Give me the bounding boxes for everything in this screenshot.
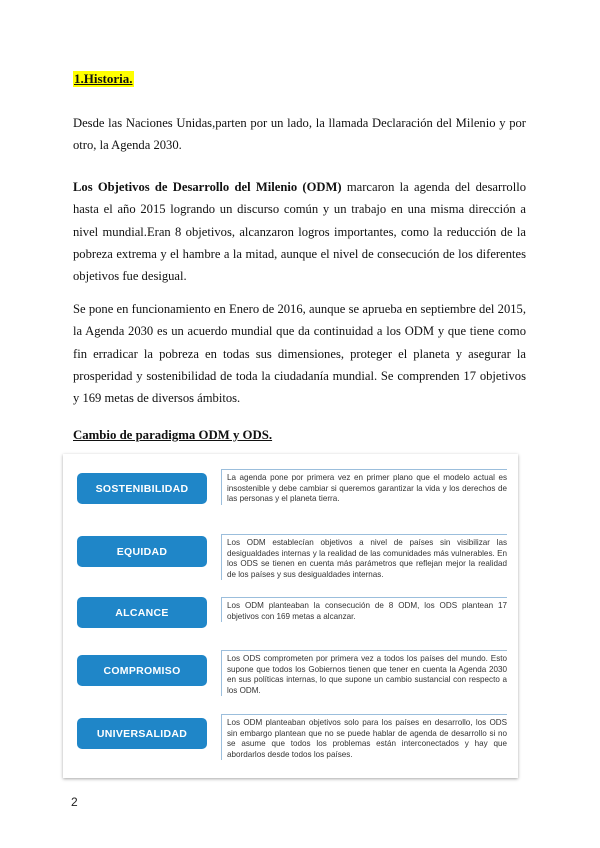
subheading-paradigm: Cambio de paradigma ODM y ODS. xyxy=(73,428,273,442)
desc-equidad: Los ODM establecían objetivos a nivel de países sin visibilizar las desigualdades internas y la realidad de las comunidades más vulnerables. En los ODS se tienen en cuenta más parámetros que reflejan mejor la realidad de los países y sus desigualdades internas. xyxy=(221,534,507,580)
paragraph-odm-bold: Los Objetivos de Desarrollo del Milenio (ODM) xyxy=(73,180,342,194)
paradigm-figure xyxy=(63,454,518,778)
pill-equidad: EQUIDAD xyxy=(77,536,207,567)
desc-alcance: Los ODM planteaban la consecución de 8 ODM, los ODS plantean 17 objetivos con 169 metas a alcanzar. xyxy=(221,597,507,622)
desc-sostenibilidad: La agenda pone por primera vez en primer plano que el modelo actual es insostenible y debe cambiar si queremos garantizar la vida y los derechos de las personas y el planeta tierra. xyxy=(221,469,507,505)
pill-compromiso: COMPROMISO xyxy=(77,655,207,686)
desc-compromiso: Los ODS comprometen por primera vez a todos los países del mundo. Esto supone que todos los Gobiernos tienen que tener en cuenta la Agenda 2030 en sus políticas internas, lo que supone un cambio sustancial con respecto a los ODM. xyxy=(221,650,507,696)
paragraph-odm xyxy=(73,176,526,287)
paragraph-agenda-2030: Se pone en funcionamiento en Enero de 2016, aunque se aprueba en septiembre del 2015, la Agenda 2030 es un acuerdo mundial que da continuidad a los ODM y que tiene como fin erradicar la pobreza en todas sus dimensiones, proteger el planeta y asegurar la prosperidad y sostenibilidad de toda la ciudadanía mundial. Se comprenden 17 objetivos y 169 metas de diversos ámbitos. xyxy=(73,302,526,406)
page-number: 2 xyxy=(71,795,78,809)
paragraph-odm-text: marcaron la agenda del desarrollo hasta el año 2015 logrando un discurso común y un trabajo en una misma dirección a nivel mundial.Eran 8 objetivos, alcanzaron logros importantes, como la reducción de la pobreza extrema y el hambre a la mitad, aunque el nivel de consecución de los diferentes objetivos fue desigual. xyxy=(73,180,526,284)
pill-alcance: ALCANCE xyxy=(77,597,207,628)
paragraph-intro: Desde las Naciones Unidas,parten por un lado, la llamada Declaración del Milenio y por otro, la Agenda 2030. xyxy=(73,116,526,153)
section-heading: 1.Historia. xyxy=(74,71,133,86)
pill-sostenibilidad: SOSTENIBILIDAD xyxy=(77,473,207,504)
desc-universalidad: Los ODM planteaban objetivos solo para los países en desarrollo, los ODS sin embargo plantean que no se puede hablar de agenda de desarrollo si no se asume que todos los problemas están interconectados y hay que abordarlos desde todos los países. xyxy=(221,714,507,760)
pill-universalidad: UNIVERSALIDAD xyxy=(77,718,207,749)
